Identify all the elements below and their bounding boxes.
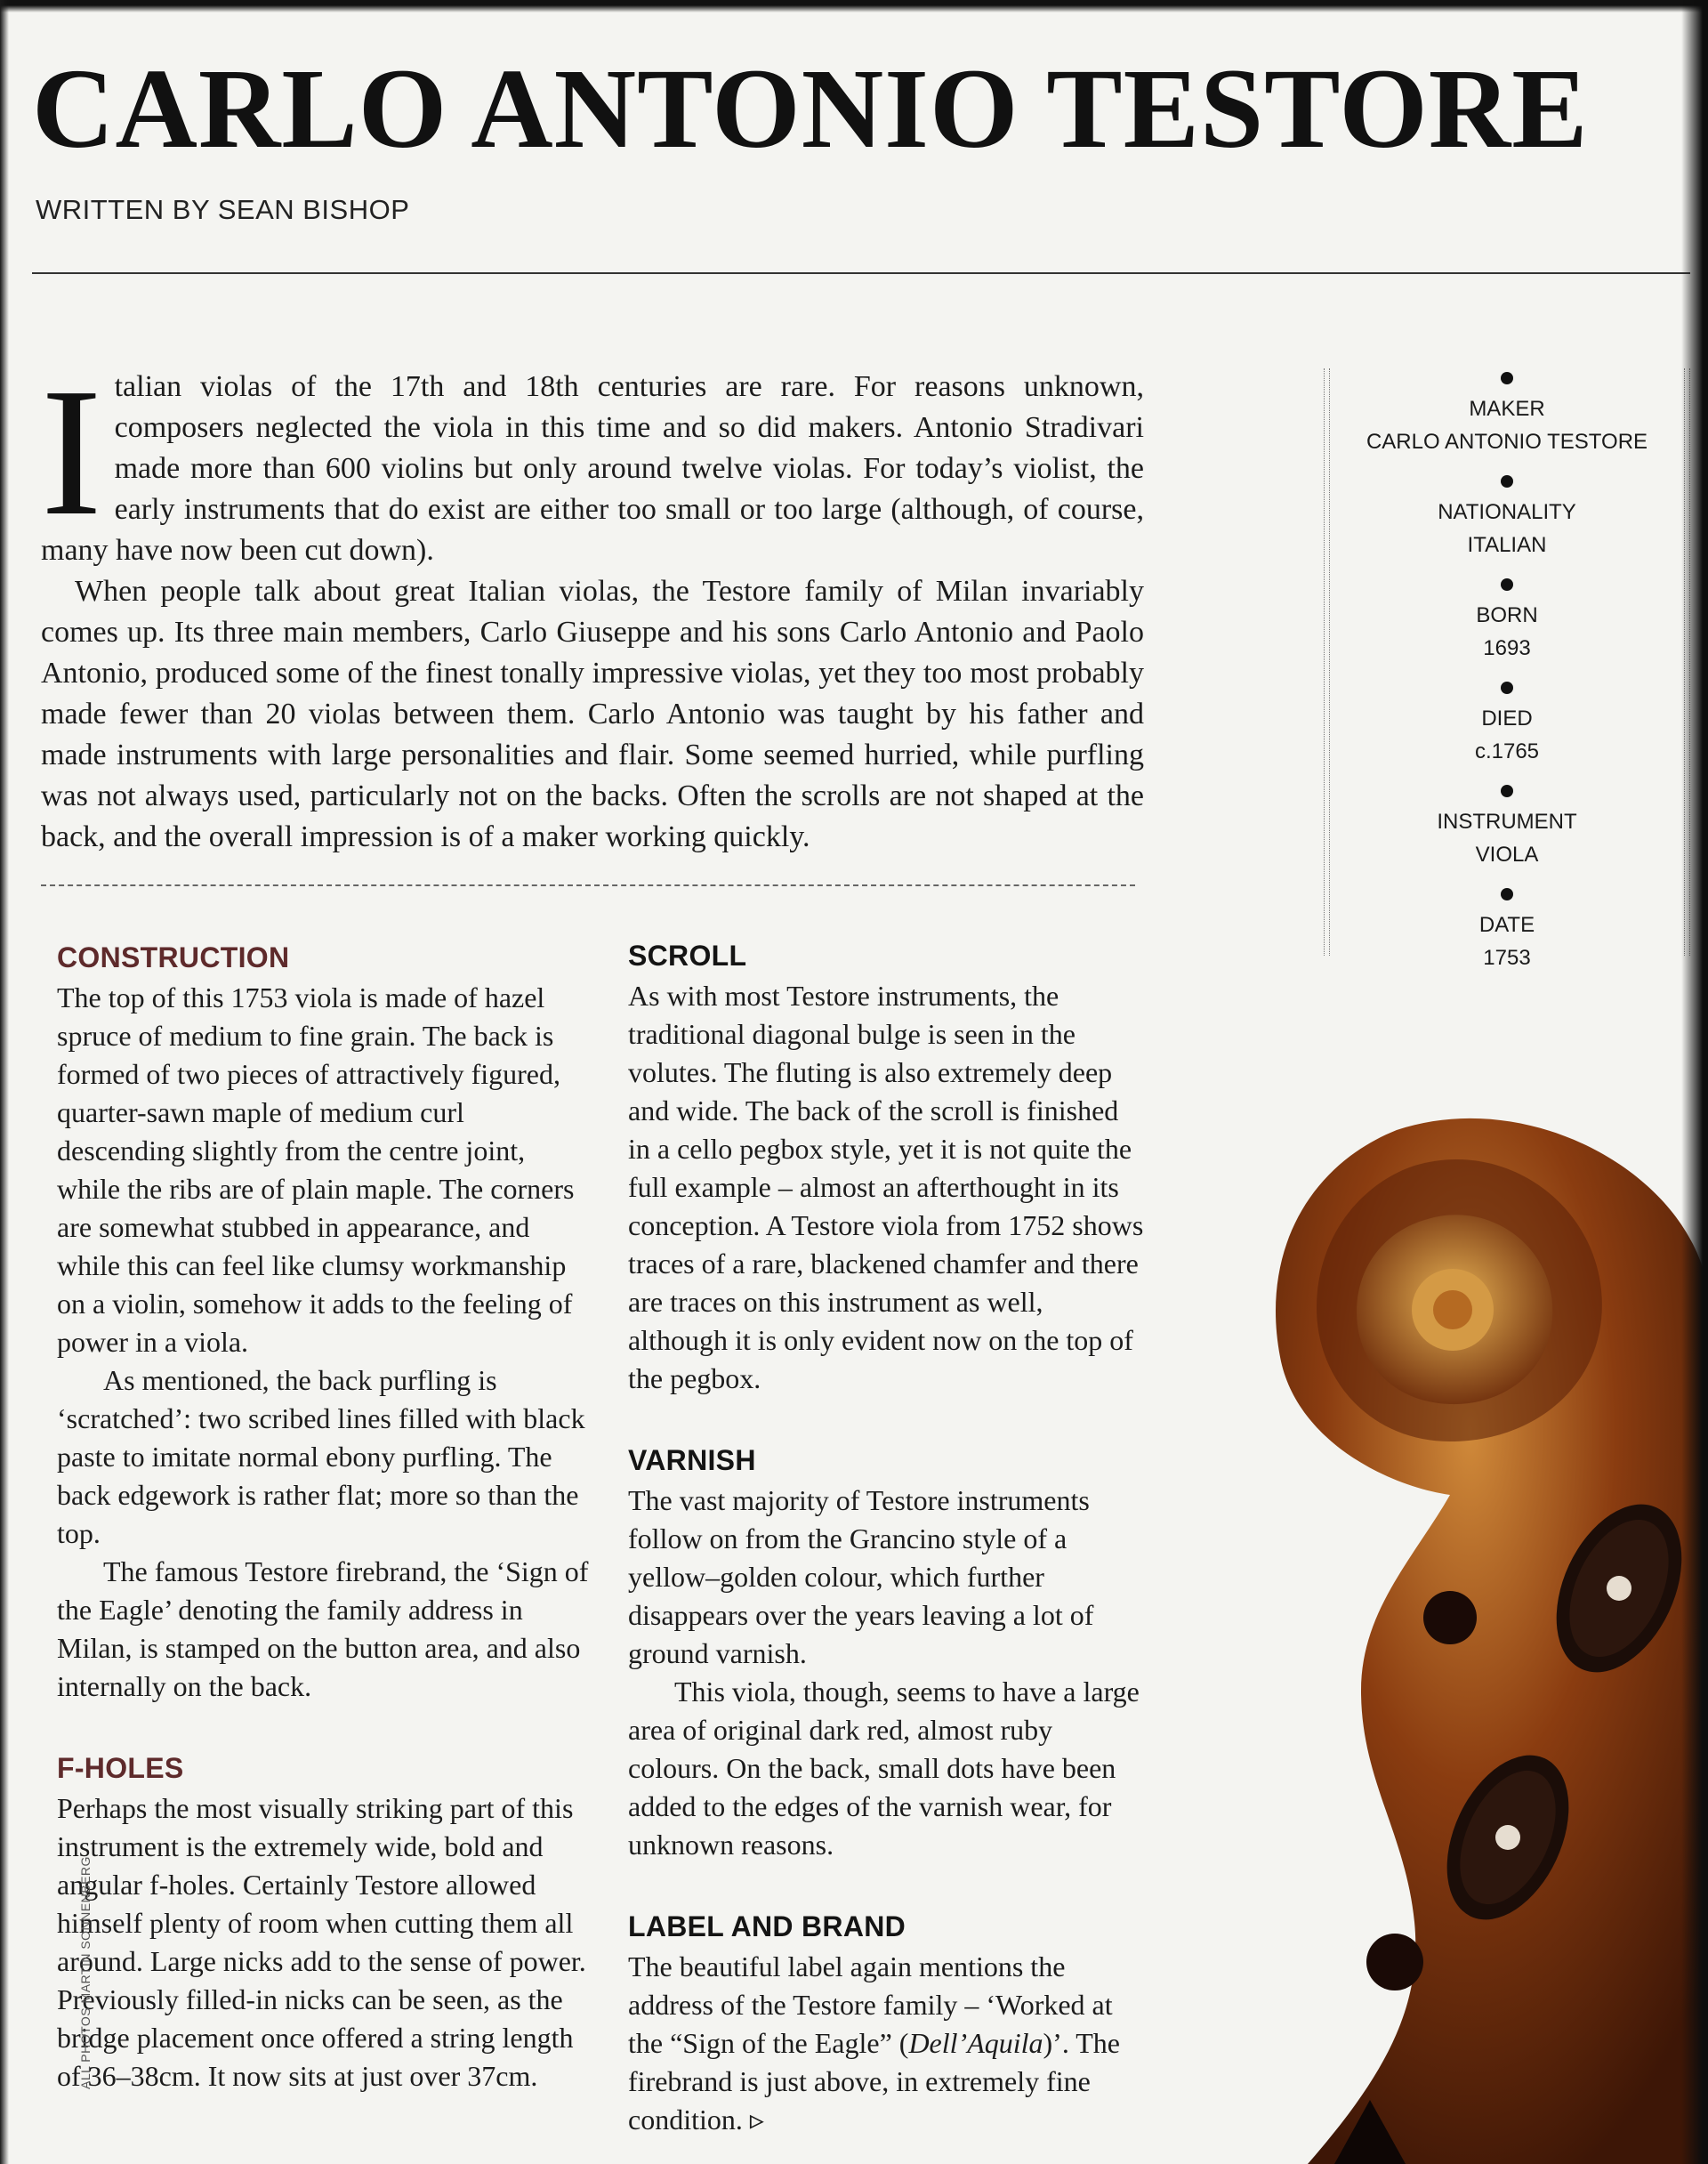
fact-value: c.1765: [1474, 739, 1540, 763]
bullet-dot-icon: [1501, 682, 1513, 694]
header-rule: [32, 272, 1690, 274]
fact-label: MAKER: [1469, 397, 1545, 421]
fact-value: 1693: [1483, 636, 1531, 660]
bullet-dot-icon: [1501, 372, 1513, 384]
fact-sidebar: [1324, 368, 1690, 970]
varnish-paragraph-1: The vast majority of Testore instruments follow on from the Grancino style of a yellow–golden colour, which further disappears over the years leaving a lot of ground varnish.: [628, 1484, 1094, 1669]
section-heading-construction: CONSTRUCTION: [57, 941, 290, 973]
fact-died: [1341, 682, 1672, 781]
fact-label: DATE: [1478, 913, 1535, 937]
intro-paragraph-2: When people talk about great Italian violas, the Testore family of Milan invariably comes up. Its three main members, Carlo Giuseppe and his sons Carlo Antonio and Paolo Antonio, produced some of the finest tonally impressive violas, yet they too most probably made fewer than 20 violas between them. Carlo Antonio was taught by his father and made instruments with large personalities and flair. Some seemed hurried, while purfling was not always used, particularly not on the backs. Often the scrolls are not shaped at the back, and the overall impression is of a maker working quickly.: [41, 575, 1144, 853]
section-heading-scroll: SCROLL: [628, 940, 747, 972]
intro-text: [41, 350, 1144, 858]
fact-value: ITALIAN: [1467, 533, 1547, 557]
label-and-brand-paragraph: The beautiful label again mentions the address of the Testore family – ‘Worked at the “Sign of the Eagle” (Dell’Aquila)’. The firebrand is just above, in extremely fine condition. ▹: [628, 1950, 1120, 2136]
fact-label: DIED: [1481, 707, 1533, 731]
scroll-paragraph: As with most Testore instruments, the traditional diagonal bulge is seen in the volutes. The fluting is also extremely deep and wide. The back of the scroll is finished in a cello pegbox style, yet it is not quite the full example – almost an afterthought in its conception. A Testore viola from 1752 shows traces of a rare, blackened chamfer and there are traces on this instrument as well, although it is only evident now on the top of the pegbox.: [628, 980, 1144, 1394]
end-mark-icon: ▹: [749, 2103, 764, 2136]
byline: WRITTEN BY SEAN BISHOP: [36, 194, 410, 225]
page-edge-top: [0, 0, 1708, 12]
fact-born: [1341, 578, 1672, 678]
fact-date: [1341, 888, 1672, 988]
fact-label: INSTRUMENT: [1437, 810, 1577, 834]
bullet-dot-icon: [1501, 888, 1513, 900]
section-heading-varnish: VARNISH: [628, 1444, 756, 1476]
fact-instrument: [1341, 785, 1672, 884]
construction-paragraph-2: As mentioned, the back purfling is ‘scratched’: two scribed lines filled with black paste to imitate normal ebony purfling. The back edgework is rather flat; more so than the top.: [57, 1364, 585, 1549]
sidebar-rule-left: [1324, 368, 1330, 956]
viola-scroll-photo: [1156, 1068, 1708, 2164]
f-holes-paragraph: Perhaps the most visually striking part of this instrument is the extremely wide, bold and angular f-holes. Certainly Testore allowed himself plenty of room when cutting them all around. Large nicks add to the sense of power. Previously filled-in nicks can be seen, as the bridge placement once offered a string length of 36–38cm. It now sits at just over 37cm.: [57, 1792, 586, 2092]
fact-maker: [1341, 372, 1672, 472]
column-left: [57, 938, 591, 2095]
fact-label: NATIONALITY: [1438, 500, 1576, 524]
drop-cap: I: [41, 350, 102, 553]
fact-nationality: [1341, 475, 1672, 575]
page-edge-left: [0, 0, 9, 2164]
fact-label: BORN: [1476, 603, 1538, 627]
intro-divider: [41, 884, 1135, 886]
fact-list: [1341, 368, 1672, 988]
intro-paragraph-1: [41, 350, 1144, 571]
construction-paragraph-3: The famous Testore firebrand, the ‘Sign of the Eagle’ denoting the family address in Milan, is stamped on the button area, and also internally on the back.: [57, 1555, 589, 1702]
fact-value: CARLO ANTONIO TESTORE: [1366, 430, 1648, 454]
section-heading-label-and-brand: LABEL AND BRAND: [628, 1910, 906, 1942]
column-middle: [628, 936, 1144, 2139]
section-heading-f-holes: F-HOLES: [57, 1752, 184, 1784]
bullet-dot-icon: [1501, 785, 1513, 797]
bullet-dot-icon: [1501, 578, 1513, 591]
fact-value: 1753: [1483, 946, 1531, 970]
bullet-dot-icon: [1501, 475, 1513, 488]
page-edge-right: [1681, 0, 1708, 2164]
construction-paragraph-1: The top of this 1753 viola is made of hazel spruce of medium to fine grain. The back is formed of two pieces of attractively figured, quarter-sawn maple of medium curl descending slightly from the centre joint, while the ribs are of plain maple. The corners are somewhat stubbed in appearance, and while this can feel like clumsy workmanship on a violin, somehow it adds to the feeling of power in a viola.: [57, 981, 575, 1358]
article-title: CARLO ANTONIO TESTORE: [32, 45, 1589, 172]
varnish-paragraph-2: This viola, though, seems to have a large area of original dark red, almost ruby colours. On the back, small dots have been added to the edges of the varnish wear, for unknown reasons.: [628, 1675, 1140, 1861]
fact-value: VIOLA: [1475, 843, 1539, 867]
photo-credit: ALL PHOTOS MARTIN SONNENBERG: [78, 1856, 93, 2089]
intro-paragraph-1-text: talian violas of the 17th and 18th centuries are rare. For reasons unknown, composers neglected the viola in this time and so did makers. Antonio Stradivari made more than 600 violins but only around twelve violas. For today’s violist, the early instruments that do exist are either too small or too large (although, of course, many have now been cut down).: [41, 370, 1144, 567]
